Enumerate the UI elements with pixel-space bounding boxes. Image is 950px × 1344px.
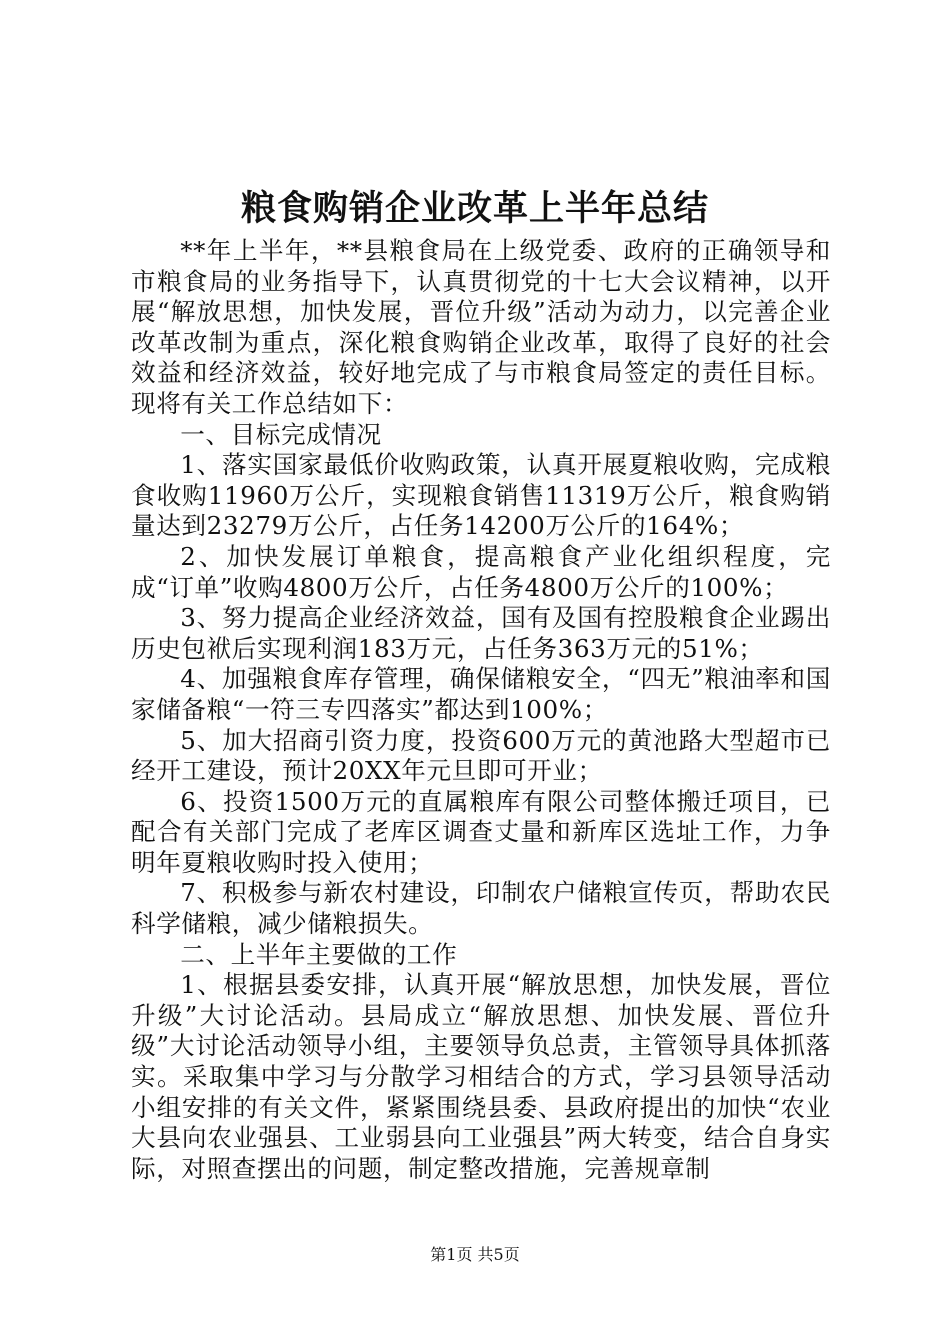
document-body [131,236,831,1184]
section-heading-work: 二、上半年主要做的工作 [180,939,458,969]
document-title: 粮食购销企业改革上半年总结 [240,188,709,229]
intro-paragraph: **年上半年，**县粮食局在上级党委、政府的正确领导和市粮食局的业务指导下，认真贯彻党的十七大会议精神，以开展“解放思想，加快发展，晋位升级”活动为动力，以完善企业改革改制为重点，深化粮食购销企业改革，取得了良好的社会效益和经济效益，较好地完成了与市粮食局签定的责任目标。现将有关工作总结如下： [131,236,831,418]
goal-item-7: 7、积极参与新农村建设，印制农户储粮宣传页，帮助农民科学储粮，减少储粮损失。 [131,878,831,939]
goal-item-5: 5、加大招商引资力度，投资600万元的黄池路大型超市已经开工建设，预计20XX年元旦即可开业； [131,725,831,786]
goal-item-4: 4、加强粮食库存管理，确保储粮安全，“四无”粮油率和国家储备粮“一符三专四落实”都达到100%； [131,664,831,724]
goal-item-2: 2、加快发展订单粮食，提高粮食产业化组织程度，完成“订单”收购4800万公斤，占任务4800万公斤的100%； [131,541,831,602]
page-footer: 第1页 共5页 [430,1245,520,1264]
goal-item-6: 6、投资1500万元的直属粮库有限公司整体搬迁项目，已配合有关部门完成了老库区调查丈量和新库区选址工作，力争明年夏粮收购时投入使用； [131,786,831,877]
work-item-1: 1、根据县委安排，认真开展“解放思想，加快发展，晋位升级”大讨论活动。县局成立“解放思想、加快发展、晋位升级”大讨论活动领导小组，主要领导负总责，主管领导具体抓落实。采取集中学习与分散学习相结合的方式，学习县领导活动小组安排的有关文件，紧紧围绕县委、县政府提出的加快“农业大县向农业强县、工业弱县向工业强县”两大转变，结合自身实际，对照查摆出的问题，制定整改措施，完善规章制 [131,970,831,1183]
goal-item-1: 1、落实国家最低价收购政策，认真开展夏粮收购，完成粮食收购11960万公斤，实现粮食销售11319万公斤，粮食购销量达到23279万公斤，占任务14200万公斤的164%； [131,450,831,541]
goal-item-3: 3、努力提高企业经济效益，国有及国有控股粮食企业踢出历史包袱后实现利润183万元，占任务363万元的51%； [131,603,831,663]
section-heading-goals: 一、目标完成情况 [180,419,382,449]
